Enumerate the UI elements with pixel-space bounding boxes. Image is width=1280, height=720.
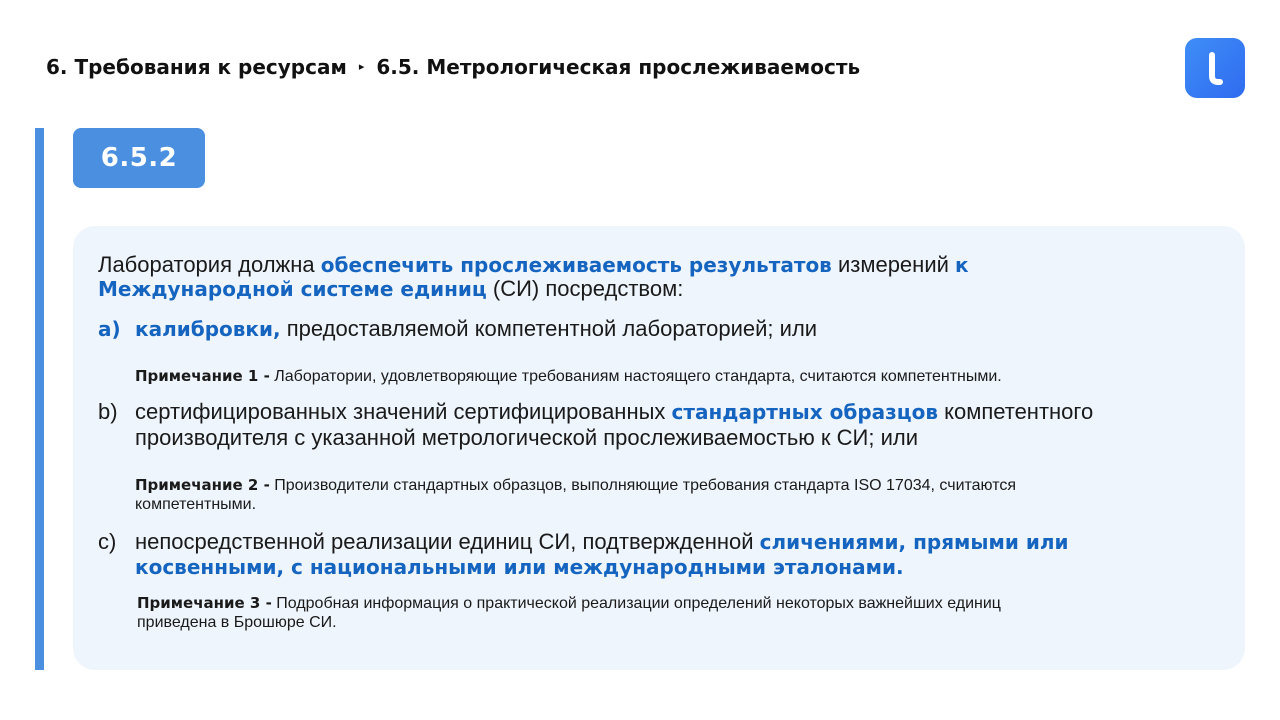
item-b-text: сертифицированных значений сертифицированных xyxy=(135,399,672,424)
note-1-text: Лаборатории, удовлетворяющие требованиям настоящего стандарта, считаются компетентными. xyxy=(269,368,1002,385)
note-2-text: Производители стандартных образцов, выполняющие требования стандарта ISO 17034, считаются xyxy=(269,477,1017,494)
list-item-b-line-1 xyxy=(135,399,1093,425)
list-marker-b: b) xyxy=(98,399,118,424)
breadcrumb xyxy=(46,55,860,79)
intro-text: Лаборатория должна xyxy=(98,252,321,277)
item-c-highlight: сличениями, прямыми или xyxy=(759,530,1069,554)
list-item-b-line-2: производителя с указанной метрологической прослеживаемостью к СИ; или xyxy=(135,425,918,450)
intro-line-2 xyxy=(98,276,683,302)
item-a-highlight: калибровки, xyxy=(135,317,281,341)
intro-line-1 xyxy=(98,252,969,278)
list-item-c-line-2 xyxy=(135,554,904,580)
note-1-label: Примечание 1 - xyxy=(135,367,270,385)
list-item-a xyxy=(135,316,817,342)
intro-text: измерений xyxy=(831,252,956,277)
note-2-label: Примечание 2 - xyxy=(135,476,270,494)
note-3-text: Подробная информация о практической реализации определений некоторых важнейших единиц xyxy=(271,595,1001,612)
app-logo-icon xyxy=(1185,38,1245,98)
note-1 xyxy=(135,366,1002,387)
breadcrumb-subsection: 6.5. Метрологическая прослеживаемость xyxy=(376,55,861,79)
item-a-text: предоставляемой компетентной лабораторией; или xyxy=(280,316,818,341)
accent-bar xyxy=(35,128,44,670)
breadcrumb-section: 6. Требования к ресурсам xyxy=(46,55,347,79)
intro-text: (СИ) посредством: xyxy=(486,276,684,301)
item-b-highlight: стандартных образцов xyxy=(671,400,938,424)
item-c-text: непосредственной реализации единиц СИ, подтвержденной xyxy=(135,529,760,554)
item-b-text: компетентного xyxy=(937,399,1094,424)
content-card xyxy=(73,226,1245,670)
note-2 xyxy=(135,475,1016,496)
intro-highlight-to: к xyxy=(955,253,969,277)
note-3-label: Примечание 3 - xyxy=(137,594,272,612)
intro-highlight-traceability: обеспечить прослеживаемость результатов xyxy=(320,253,832,277)
breadcrumb-separator: ▸ xyxy=(358,59,365,73)
list-item-c-line-1 xyxy=(135,529,1069,555)
list-marker-c: c) xyxy=(98,529,117,554)
section-number-badge: 6.5.2 xyxy=(73,128,205,188)
note-2-line-2: компетентными. xyxy=(135,496,257,513)
note-3-line-2: приведена в Брошюре СИ. xyxy=(137,614,337,631)
note-3 xyxy=(137,593,1001,614)
item-c-highlight-2: косвенными, с национальными или международными эталонами. xyxy=(135,555,904,579)
intro-highlight-si: Международной системе единиц xyxy=(98,277,487,301)
list-marker-a: a) xyxy=(98,317,121,341)
